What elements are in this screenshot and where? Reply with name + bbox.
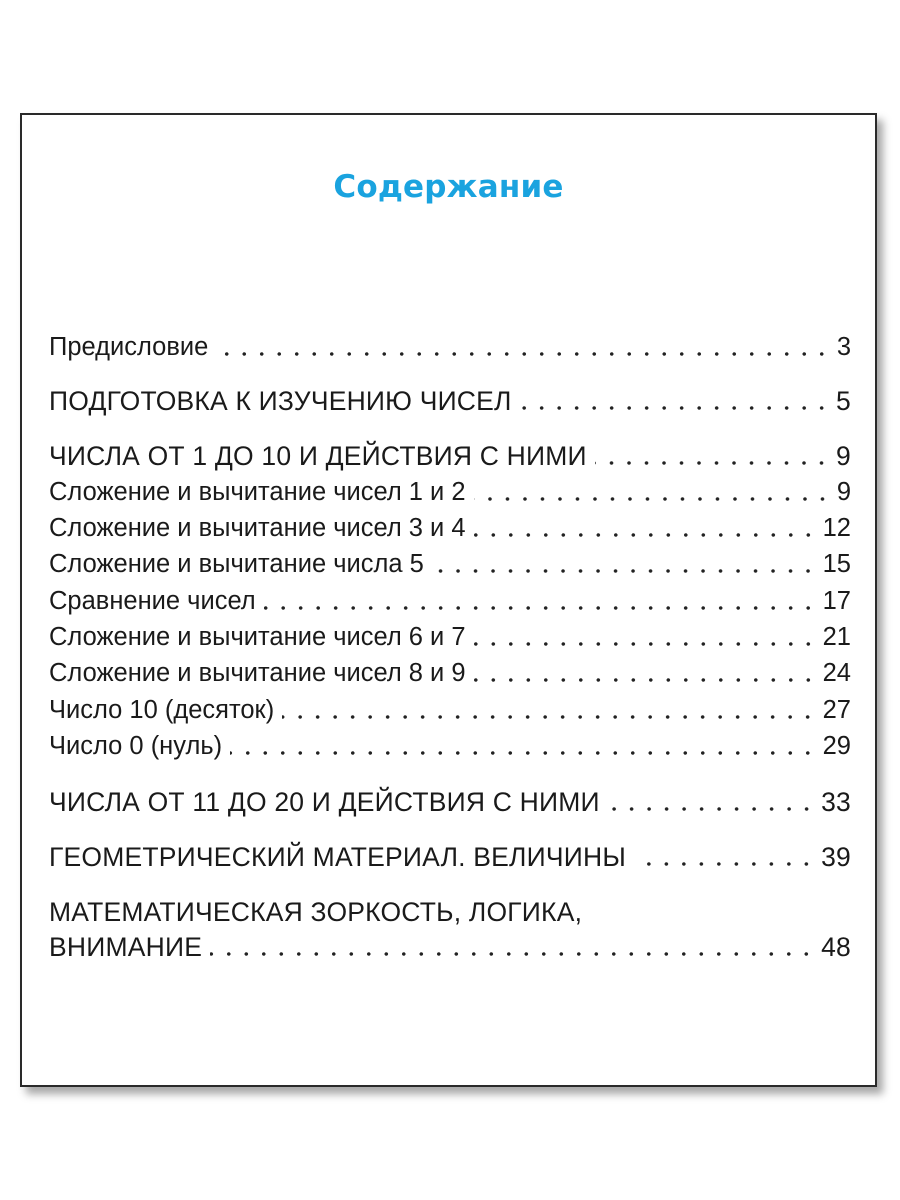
toc-entry-subsection[interactable] xyxy=(49,510,851,546)
toc-entry-subsection[interactable] xyxy=(49,474,851,510)
dot-leader xyxy=(474,677,817,683)
toc-entry-section-preparation[interactable] xyxy=(49,383,851,419)
toc-entry-label: Предисловие xyxy=(49,333,209,361)
toc-entry-subsection[interactable] xyxy=(49,583,851,619)
dot-leader xyxy=(474,532,817,538)
dot-leader xyxy=(608,806,815,812)
toc-entry-label: Сложение и вычитание чисел 6 и 7 xyxy=(49,623,466,651)
toc-entry-page: 17 xyxy=(822,587,851,615)
toc-entry-subsection[interactable] xyxy=(49,546,851,582)
dot-leader xyxy=(634,861,815,867)
toc-entry-label: Число 0 (нуль) xyxy=(49,732,223,760)
toc-entry-preface[interactable] xyxy=(49,329,851,365)
toc-entry-subsection[interactable] xyxy=(49,692,851,728)
dot-leader xyxy=(282,714,816,720)
toc-entry-label: Сложение и вычитание чисел 3 и 4 xyxy=(49,514,466,542)
toc-entry-label: Число 10 (десяток) xyxy=(49,696,275,724)
toc-entry-label: Сложение и вычитание чисел 1 и 2 xyxy=(49,478,466,506)
toc-entry-page: 33 xyxy=(821,787,851,817)
toc-entry-label: Сложение и вычитание чисел 8 и 9 xyxy=(49,659,466,687)
dot-leader xyxy=(264,605,817,611)
toc-entry-label: ВНИМАНИЕ xyxy=(49,932,203,962)
toc-entry-section-geometry[interactable] xyxy=(49,839,851,875)
toc-entry-section-logic[interactable] xyxy=(49,929,851,965)
dot-leader xyxy=(474,496,831,502)
toc-entry-label: ЧИСЛА ОТ 1 ДО 10 И ДЕЙСТВИЯ С НИМИ xyxy=(49,441,587,471)
toc-entry-label: Сравнение чисел xyxy=(49,587,256,615)
dot-leader xyxy=(432,568,817,574)
toc-entry-page: 15 xyxy=(822,550,851,578)
toc-entry-subsection[interactable] xyxy=(49,728,851,764)
toc-entry-page: 5 xyxy=(836,386,851,416)
dot-leader xyxy=(520,405,830,411)
dot-leader xyxy=(474,641,817,647)
dot-leader xyxy=(210,951,815,957)
dot-leader xyxy=(595,460,830,466)
toc-entry-page: 9 xyxy=(836,441,851,471)
toc-entry-section-numbers-1-10[interactable] xyxy=(49,438,851,474)
toc-entry-label-line1[interactable]: МАТЕМАТИЧЕСКАЯ ЗОРКОСТЬ, ЛОГИКА, xyxy=(49,897,583,927)
toc-entry-label: ЧИСЛА ОТ 11 ДО 20 И ДЕЙСТВИЯ С НИМИ xyxy=(49,787,600,817)
toc-entry-label: ПОДГОТОВКА К ИЗУЧЕНИЮ ЧИСЕЛ xyxy=(49,386,512,416)
page-title: Содержание xyxy=(333,169,564,205)
toc-entry-page: 9 xyxy=(836,478,851,506)
page-frame xyxy=(20,113,877,1087)
toc-entry-subsection[interactable] xyxy=(49,619,851,655)
toc-entry-page: 39 xyxy=(821,842,851,872)
toc-entry-label: Сложение и вычитание числа 5 xyxy=(49,550,424,578)
toc-entry-page: 3 xyxy=(836,333,851,361)
toc-entry-page: 48 xyxy=(821,932,851,962)
toc-entry-page: 21 xyxy=(822,623,851,651)
toc-entry-label: ГЕОМЕТРИЧЕСКИЙ МАТЕРИАЛ. ВЕЛИЧИНЫ xyxy=(49,842,626,872)
toc-entry-page: 24 xyxy=(822,659,851,687)
dot-leader xyxy=(230,750,817,756)
toc-entry-section-numbers-11-20[interactable] xyxy=(49,784,851,820)
toc-entry-page: 27 xyxy=(822,696,851,724)
toc-entry-subsection[interactable] xyxy=(49,655,851,691)
toc-entry-page: 12 xyxy=(822,514,851,542)
toc-entry-page: 29 xyxy=(822,732,851,760)
dot-leader xyxy=(216,351,830,357)
